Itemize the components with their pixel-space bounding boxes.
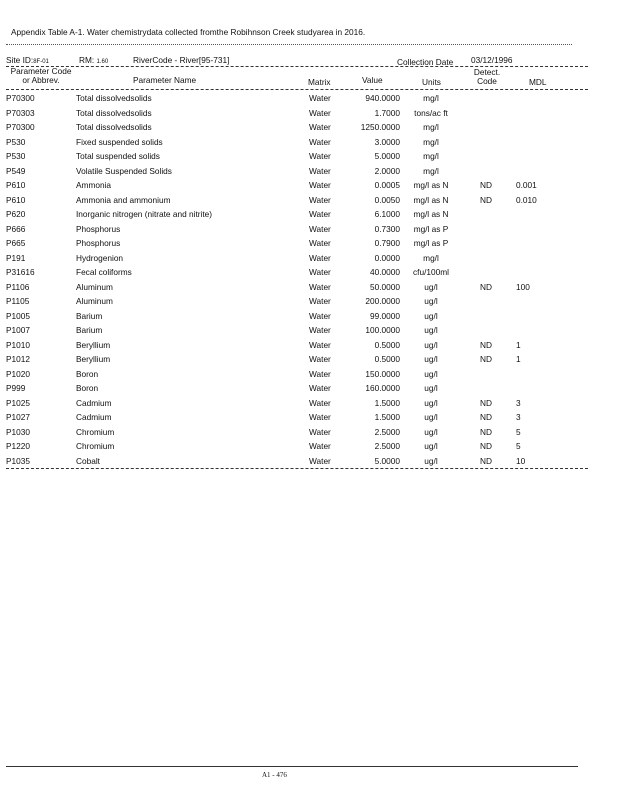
header-top-rule xyxy=(6,66,588,67)
table-title: Appendix Table A-1. Water chemistrydata collected fromthe Robihnson Creek studyarea in 2016. xyxy=(11,27,366,37)
table-row xyxy=(0,93,618,108)
parameter-code-cell: P999 xyxy=(6,383,26,393)
value-cell: 150.0000 xyxy=(365,368,400,379)
units-cell: ug/l xyxy=(424,310,438,321)
value-cell: 0.0000 xyxy=(374,252,400,263)
matrix-cell: Water xyxy=(309,397,331,408)
parameter-name-cell: Cadmium xyxy=(76,397,112,408)
parameter-name-cell: Cadmium xyxy=(76,412,112,422)
detect-code-cell: ND xyxy=(480,412,492,422)
parameter-code-cell: P1030 xyxy=(6,426,30,437)
detect-code-cell: ND xyxy=(480,354,492,364)
parameter-name-cell: Fecal coliforms xyxy=(76,267,132,277)
table-row xyxy=(0,151,618,166)
units-cell: ug/l xyxy=(424,441,438,451)
header-bottom-rule xyxy=(6,89,588,90)
matrix-cell: Water xyxy=(309,281,331,292)
header-units: Units xyxy=(422,77,441,87)
parameter-name-cell: Inorganic nitrogen (nitrate and nitrite) xyxy=(76,209,213,219)
table-row xyxy=(0,195,618,210)
matrix-cell: Water xyxy=(309,354,331,364)
parameter-code-cell: P610 xyxy=(6,194,26,205)
value-cell: 5.0000 xyxy=(374,151,400,161)
header-value: Value xyxy=(362,75,383,85)
value-cell: 40.0000 xyxy=(370,267,400,277)
parameter-name-cell: Ammonia and ammonium xyxy=(76,194,171,205)
parameter-code-cell: P1106 xyxy=(6,281,30,292)
value-cell: 50.0000 xyxy=(370,281,400,292)
value-cell: 0.7300 xyxy=(374,223,400,234)
header-code-line2: or Abbrev. xyxy=(22,75,60,85)
parameter-name-cell: Phosphorus xyxy=(76,223,121,234)
table-row xyxy=(0,311,618,326)
table-row xyxy=(0,238,618,253)
value-cell: 2.0000 xyxy=(374,165,400,176)
mdl-cell: 100 xyxy=(516,281,530,292)
value-cell: 0.5000 xyxy=(374,354,400,364)
value-cell: 0.0050 xyxy=(374,194,400,205)
river-code: RiverCode - River[95-731] xyxy=(133,55,230,65)
units-cell: ug/l xyxy=(424,383,438,393)
value-cell: 940.0000 xyxy=(365,93,400,103)
table-row xyxy=(0,340,618,355)
parameter-name-cell: Fixed suspended solids xyxy=(76,136,163,147)
parameter-code-cell: P70303 xyxy=(6,107,35,118)
matrix-cell: Water xyxy=(309,310,331,321)
value-cell: 2.5000 xyxy=(374,441,400,451)
parameter-name-cell: Barium xyxy=(76,310,103,321)
units-cell: mg/l xyxy=(423,93,439,103)
parameter-code-cell: P530 xyxy=(6,151,26,161)
matrix-cell: Water xyxy=(309,339,331,350)
mdl-cell: 1 xyxy=(516,339,521,350)
table-row xyxy=(0,296,618,311)
value-cell: 6.1000 xyxy=(374,209,400,219)
table-row xyxy=(0,427,618,442)
units-cell: ug/l xyxy=(424,296,438,306)
matrix-cell: Water xyxy=(309,426,331,437)
matrix-cell: Water xyxy=(309,209,331,219)
detect-code-cell: ND xyxy=(480,194,492,205)
units-cell: ug/l xyxy=(424,455,438,466)
site-id-value: 8F-01 xyxy=(33,59,49,65)
table-row xyxy=(0,209,618,224)
parameter-code-cell: P1020 xyxy=(6,368,30,379)
detect-code-cell: ND xyxy=(480,455,492,466)
header-mdl: MDL xyxy=(529,77,547,87)
table-row xyxy=(0,180,618,195)
units-cell: mg/l as N xyxy=(413,209,449,219)
parameter-code-cell: P1005 xyxy=(6,310,30,321)
page-number: A1 - 476 xyxy=(262,771,287,779)
table-row xyxy=(0,441,618,456)
detect-code-cell: ND xyxy=(480,397,492,408)
parameter-name-cell: Aluminum xyxy=(76,296,113,306)
parameter-name-cell: Boron xyxy=(76,368,99,379)
parameter-code-cell: P1007 xyxy=(6,325,30,335)
collection-date-label: Collection Date xyxy=(397,57,454,67)
title-divider xyxy=(6,44,572,45)
value-cell: 1.7000 xyxy=(374,107,400,118)
units-cell: ug/l xyxy=(424,412,438,422)
matrix-cell: Water xyxy=(309,455,331,466)
matrix-cell: Water xyxy=(309,368,331,379)
parameter-name-cell: Beryllium xyxy=(76,354,111,364)
table-row xyxy=(0,383,618,398)
parameter-name-cell: Boron xyxy=(76,383,99,393)
detect-code-cell: ND xyxy=(480,339,492,350)
parameter-code-cell: P1220 xyxy=(6,441,30,451)
detect-code-cell: ND xyxy=(480,441,492,451)
value-cell: 2.5000 xyxy=(374,426,400,437)
units-cell: tons/ac ft xyxy=(414,107,448,118)
header-parameter-name: Parameter Name xyxy=(133,75,197,85)
table-row xyxy=(0,224,618,239)
parameter-code-cell: P70300 xyxy=(6,122,35,132)
parameter-code-cell: P31616 xyxy=(6,267,35,277)
table-row xyxy=(0,122,618,137)
parameter-code-cell: P530 xyxy=(6,136,26,147)
parameter-name-cell: Barium xyxy=(76,325,103,335)
value-cell: 3.0000 xyxy=(374,136,400,147)
matrix-cell: Water xyxy=(309,267,331,277)
mdl-cell: 10 xyxy=(516,455,526,466)
table-row xyxy=(0,412,618,427)
parameter-name-cell: Total dissolvedsolids xyxy=(76,107,152,118)
parameter-code-cell: P1012 xyxy=(6,354,30,364)
units-cell: mg/l as P xyxy=(413,238,449,248)
header-matrix: Matrix xyxy=(308,77,331,87)
river-mile xyxy=(79,55,108,65)
header-detect-line2: Code xyxy=(477,76,497,86)
units-cell: ug/l xyxy=(424,325,438,335)
parameter-code-cell: P1035 xyxy=(6,455,30,466)
units-cell: cfu/100ml xyxy=(413,267,449,277)
parameter-name-cell: Chromium xyxy=(76,441,115,451)
parameter-code-cell: P1010 xyxy=(6,339,30,350)
value-cell: 5.0000 xyxy=(374,455,400,466)
units-cell: mg/l as N xyxy=(413,194,449,205)
parameter-code-cell: P1025 xyxy=(6,397,30,408)
header-detect-line1: Detect. xyxy=(473,67,501,77)
value-cell: 160.0000 xyxy=(365,383,400,393)
parameter-name-cell: Total dissolvedsolids xyxy=(76,93,152,103)
value-cell: 1250.0000 xyxy=(360,122,400,132)
matrix-cell: Water xyxy=(309,252,331,263)
parameter-name-cell: Aluminum xyxy=(76,281,113,292)
matrix-cell: Water xyxy=(309,180,331,190)
site-id-label: Site ID: xyxy=(6,55,34,65)
parameter-code-cell: P665 xyxy=(6,238,26,248)
matrix-cell: Water xyxy=(309,383,331,393)
value-cell: 100.0000 xyxy=(365,325,400,335)
footer-rule xyxy=(6,766,578,767)
parameter-name-cell: Ammonia xyxy=(76,180,112,190)
parameter-name-cell: Hydrogenion xyxy=(76,252,124,263)
header-parameter-code xyxy=(6,67,76,85)
mdl-cell: 0.001 xyxy=(516,180,537,190)
units-cell: mg/l as N xyxy=(413,180,449,190)
matrix-cell: Water xyxy=(309,122,331,132)
units-cell: mg/l xyxy=(423,122,439,132)
parameter-name-cell: Volatile Suspended Solids xyxy=(76,165,172,176)
table-row xyxy=(0,354,618,369)
matrix-cell: Water xyxy=(309,107,331,118)
table-row xyxy=(0,267,618,282)
table-row xyxy=(0,166,618,181)
matrix-cell: Water xyxy=(309,412,331,422)
units-cell: mg/l xyxy=(423,151,439,161)
parameter-code-cell: P666 xyxy=(6,223,26,234)
table-row xyxy=(0,398,618,413)
table-row xyxy=(0,253,618,268)
parameter-name-cell: Phosphorus xyxy=(76,238,121,248)
detect-code-cell: ND xyxy=(480,426,492,437)
value-cell: 1.5000 xyxy=(374,397,400,408)
table-end-rule xyxy=(6,468,588,469)
table-row xyxy=(0,325,618,340)
detect-code-cell: ND xyxy=(480,180,492,190)
parameter-name-cell: Beryllium xyxy=(76,339,111,350)
matrix-cell: Water xyxy=(309,325,331,335)
units-cell: ug/l xyxy=(424,397,438,408)
value-cell: 0.5000 xyxy=(374,339,400,350)
detect-code-cell: ND xyxy=(480,281,492,292)
header-detect-code xyxy=(470,68,504,86)
units-cell: ug/l xyxy=(424,281,438,292)
matrix-cell: Water xyxy=(309,238,331,248)
matrix-cell: Water xyxy=(309,223,331,234)
units-cell: ug/l xyxy=(424,368,438,379)
mdl-cell: 5 xyxy=(516,426,521,437)
mdl-cell: 3 xyxy=(516,397,521,408)
table-row xyxy=(0,137,618,152)
mdl-cell: 3 xyxy=(516,412,521,422)
parameter-name-cell: Cobalt xyxy=(76,455,100,466)
parameter-code-cell: P70300 xyxy=(6,93,35,103)
header-code-line1: Parameter Code xyxy=(10,66,72,76)
matrix-cell: Water xyxy=(309,151,331,161)
table-row xyxy=(0,282,618,297)
parameter-name-cell: Total suspended solids xyxy=(76,151,160,161)
matrix-cell: Water xyxy=(309,441,331,451)
parameter-code-cell: P1105 xyxy=(6,296,30,306)
parameter-code-cell: P549 xyxy=(6,165,26,176)
matrix-cell: Water xyxy=(309,165,331,176)
units-cell: ug/l xyxy=(424,426,438,437)
value-cell: 0.7900 xyxy=(374,238,400,248)
parameter-code-cell: P1027 xyxy=(6,412,30,422)
mdl-cell: 1 xyxy=(516,354,521,364)
parameter-name-cell: Chromium xyxy=(76,426,115,437)
units-cell: mg/l xyxy=(423,252,439,263)
rm-label: RM: xyxy=(79,55,95,65)
parameter-code-cell: P191 xyxy=(6,252,26,263)
table-row xyxy=(0,108,618,123)
site-id xyxy=(6,55,49,65)
mdl-cell: 5 xyxy=(516,441,521,451)
units-cell: ug/l xyxy=(424,354,438,364)
collection-date-value: 03/12/1996 xyxy=(471,55,513,65)
units-cell: mg/l as P xyxy=(413,223,449,234)
parameter-code-cell: P620 xyxy=(6,209,26,219)
table-row xyxy=(0,369,618,384)
units-cell: ug/l xyxy=(424,339,438,350)
parameter-name-cell: Total dissolvedsolids xyxy=(76,122,152,132)
value-cell: 99.0000 xyxy=(370,310,400,321)
matrix-cell: Water xyxy=(309,296,331,306)
units-cell: mg/l xyxy=(423,136,439,147)
value-cell: 200.0000 xyxy=(365,296,400,306)
matrix-cell: Water xyxy=(309,136,331,147)
value-cell: 0.0005 xyxy=(374,180,400,190)
mdl-cell: 0.010 xyxy=(516,194,537,205)
rm-value: 1.60 xyxy=(96,59,109,65)
matrix-cell: Water xyxy=(309,93,331,103)
units-cell: mg/l xyxy=(423,165,439,176)
value-cell: 1.5000 xyxy=(374,412,400,422)
matrix-cell: Water xyxy=(309,194,331,205)
parameter-code-cell: P610 xyxy=(6,180,26,190)
